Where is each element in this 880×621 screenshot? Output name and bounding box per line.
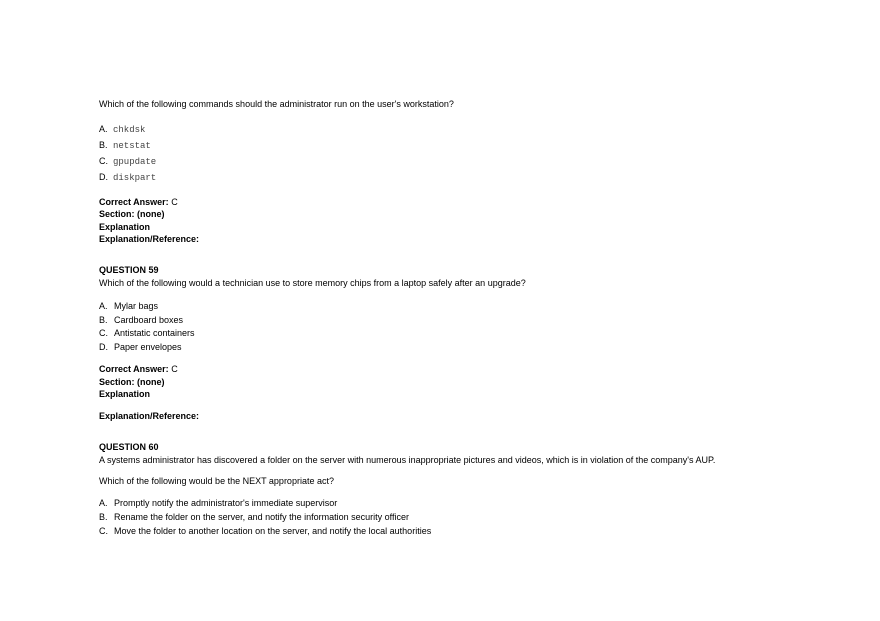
q58-option-d [99,172,156,184]
q58-explanation: Explanation [99,222,151,232]
option-letter: D. [99,172,108,182]
q58-question-text: Which of the following commands should the administrator run on the user's workstation? [99,99,454,109]
option-letter: A. [99,301,108,311]
q59-explanation-reference: Explanation/Reference: [99,411,200,421]
option-text: Promptly notify the administrator's immediate supervisor [114,498,338,508]
option-letter: C. [99,156,108,166]
q59-heading: QUESTION 59 [99,265,159,275]
q59-option-b [99,315,183,326]
option-letter: D. [99,342,108,352]
q58-correct-answer [99,197,178,208]
option-letter: B. [99,140,108,150]
q60-option-b [99,512,409,523]
option-text: netstat [113,141,151,151]
option-letter: B. [99,315,108,325]
q60-heading: QUESTION 60 [99,442,159,452]
option-text: diskpart [113,173,157,183]
option-letter: B. [99,512,108,522]
q58-option-c [99,156,156,168]
q59-option-c [99,328,195,339]
option-letter: A. [99,124,108,134]
q60-question-text: Which of the following would be the NEXT appropriate act? [99,476,334,486]
option-text: Mylar bags [114,301,159,311]
correct-answer-label: Correct Answer: [99,364,169,374]
option-text: Rename the folder on the server, and notify the information security officer [114,512,409,522]
watermark [35,34,71,66]
correct-answer-value: C [168,364,178,374]
option-text: Paper envelopes [114,342,182,352]
q58-option-b [99,140,151,152]
q59-correct-answer [99,364,178,375]
correct-answer-value: C [168,197,178,207]
q59-section: Section: (none) [99,377,165,387]
option-text: gpupdate [113,157,157,167]
option-text: Cardboard boxes [114,315,184,325]
option-text: Move the folder to another location on the server, and notify the local authorities [114,526,432,536]
option-text: chkdsk [113,125,146,135]
correct-answer-label: Correct Answer: [99,197,169,207]
q58-option-a [99,124,145,136]
option-letter: C. [99,328,108,338]
q60-option-a [99,498,337,509]
q60-option-c [99,526,431,537]
q59-explanation: Explanation [99,389,151,399]
q59-question-text: Which of the following would a technician use to store memory chips from a laptop safely after an upgrade? [99,278,526,288]
q58-explanation-reference: Explanation/Reference: [99,234,200,244]
option-letter: A. [99,498,108,508]
option-text: Antistatic containers [114,328,195,338]
q58-section: Section: (none) [99,209,165,219]
q59-option-d [99,342,182,353]
q59-option-a [99,301,158,312]
option-letter: C. [99,526,108,536]
q60-scenario: A systems administrator has discovered a folder on the server with numerous inappropriate pictures and videos, which is in violation of the company's AUP. [99,455,716,465]
